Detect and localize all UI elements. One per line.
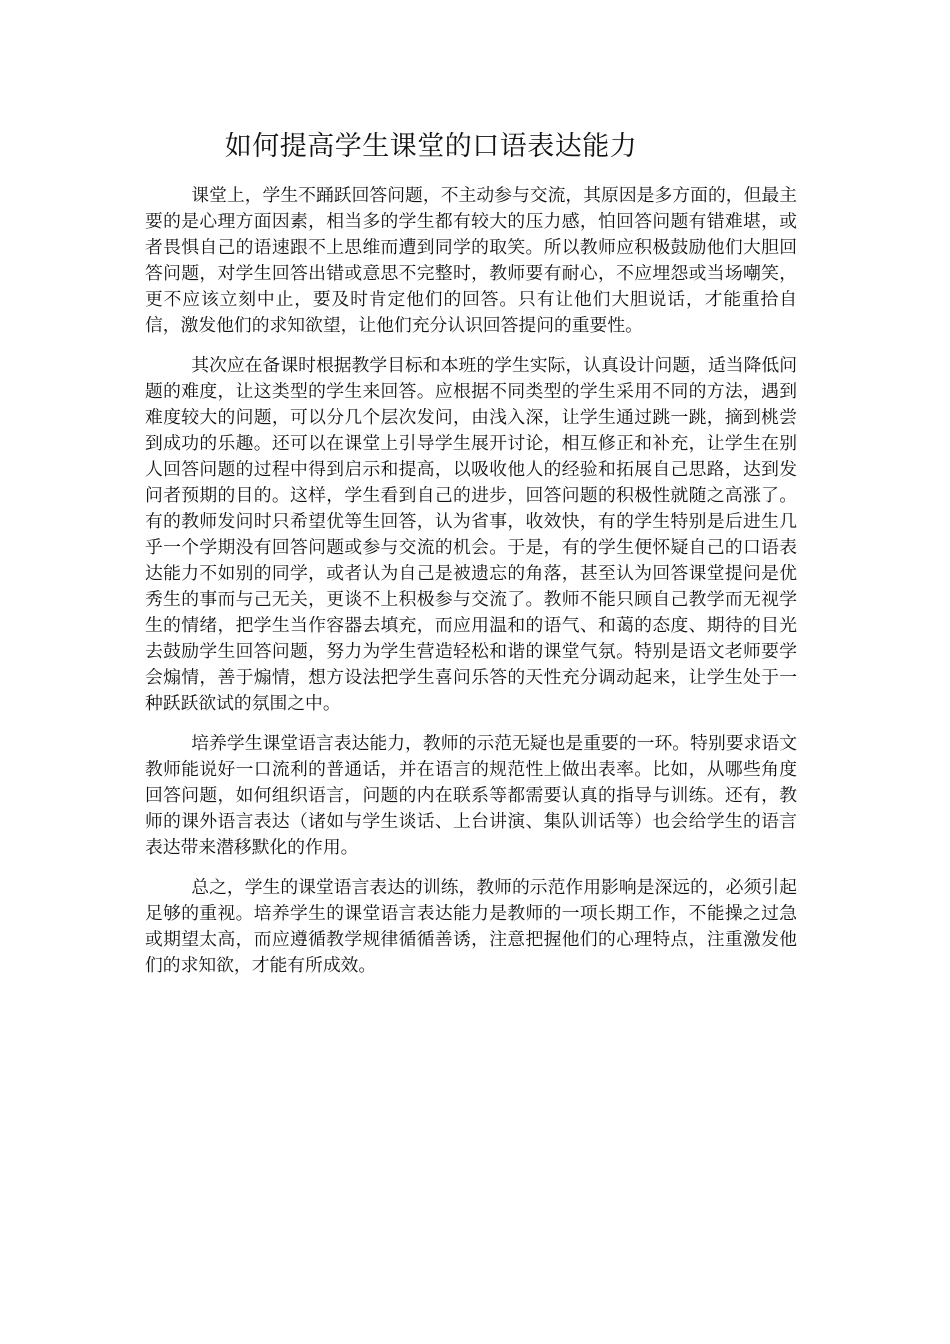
paragraph-1: 课堂上，学生不踊跃回答问题，不主动参与交流，其原因是多方面的，但最主要的是心理方面因素，相当多的学生都有较大的压力感，怕回答问题有错难堪，或者畏惧自己的语速跟不上思维而遭到同学的取笑。所以教师应积极鼓励他们大胆回答问题，对学生回答出错或意思不完整时，教师要有耐心，不应埋怨或当场嘲笑，更不应该立刻中止，要及时肯定他们的回答。只有让他们大胆说话，才能重拾自信，激发他们的求知欲望，让他们充分认识回答提问的重要性。 xyxy=(145,185,797,336)
document-title: 如何提高学生课堂的口语表达能力 xyxy=(224,131,638,162)
paragraph-2: 其次应在备课时根据教学目标和本班的学生实际，认真设计问题，适当降低问题的难度，让这类型的学生来回答。应根据不同类型的学生采用不同的方法，遇到难度较大的问题，可以分几个层次发问，由浅入深，让学生通过跳一跳，摘到桃尝到成功的乐趣。还可以在课堂上引导学生展开讨论，相互修正和补充，让学生在别人回答问题的过程中得到启示和提高，以吸收他人的经验和拓展自己思路，达到发问者预期的目的。这样，学生看到自己的进步，回答问题的积极性就随之高涨了。有的教师发问时只希望优等生回答，认为省事，收效快，有的学生特别是后进生几乎一个学期没有回答问题或参与交流的机会。于是，有的学生便怀疑自己的口语表达能力不如别的同学，或者认为自己是被遗忘的角落，甚至认为回答课堂提问是优秀生的事而与己无关，更谈不上积极参与交流了。教师不能只顾自己教学而无视学生的情绪，把学生当作容器去填充，而应用温和的语气、和蔼的态度、期待的目光去鼓励学生回答问题，努力为学生营造轻松和谐的课堂气氛。特别是语文老师要学会煽情，善于煽情，想方设法把学生喜问乐答的天性充分调动起来，让学生处于一种跃跃欲试的氛围之中。 xyxy=(145,355,797,714)
paragraph-3: 培养学生课堂语言表达能力，教师的示范无疑也是重要的一环。特别要求语文教师能说好一口流利的普通话，并在语言的规范性上做出表率。比如，从哪些角度回答问题，如何组织语言，问题的内在联系等都需要认真的指导与训练。还有，教师的课外语言表达（诸如与学生谈话、上台讲演、集队训话等）也会给学生的语言表达带来潜移默化的作用。 xyxy=(145,733,797,858)
paragraph-4: 总之，学生的课堂语言表达的训练，教师的示范作用影响是深远的，必须引起足够的重视。培养学生的课堂语言表达能力是教师的一项长期工作，不能操之过急或期望太高，而应遵循教学规律循循善诱，注意把握他们的心理特点，注重激发他们的求知欲，才能有所成效。 xyxy=(145,877,797,976)
document-body xyxy=(145,183,797,993)
